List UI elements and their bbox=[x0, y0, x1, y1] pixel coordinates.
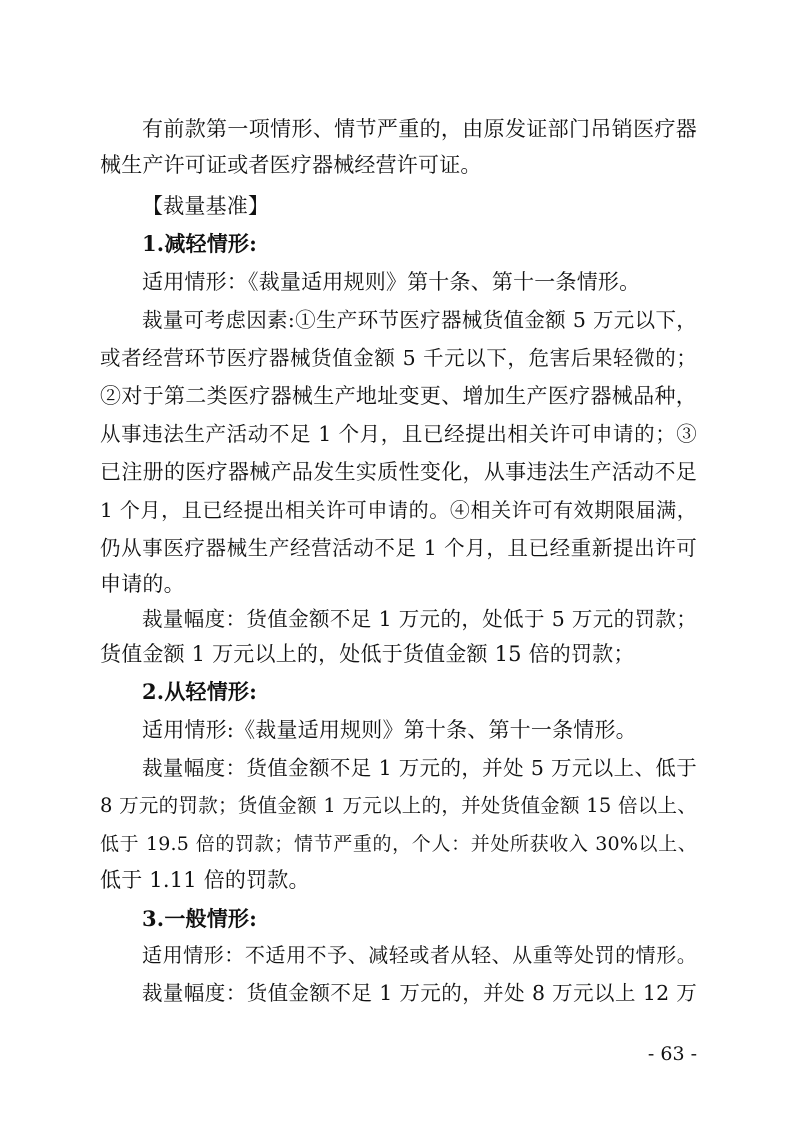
paragraph-line: 械生产许可证或者医疗器械经营许可证。 bbox=[100, 153, 482, 177]
paragraph-line: 或者经营环节医疗器械货值金额 5 千元以下，危害后果轻微的； bbox=[100, 346, 697, 370]
paragraph-line: 8 万元的罚款；货值金额 1 万元以上的，并处货值金额 15 倍以上、 bbox=[100, 794, 697, 817]
paragraph-line: ②对于第二类医疗器械生产地址变更、增加生产医疗器械品种， bbox=[100, 384, 697, 408]
paragraph-line: 裁量幅度：货值金额不足 1 万元的，并处 5 万元以上、低于 bbox=[142, 756, 697, 780]
paragraph-line: 裁量幅度：货值金额不足 1 万元的，并处 8 万元以上 12 万 bbox=[142, 981, 697, 1005]
paragraph-line: 低于 1.11 倍的罚款。 bbox=[100, 868, 310, 892]
subsection-heading: 1.减轻情形: bbox=[142, 231, 258, 256]
section-heading: 【裁量基准】 bbox=[142, 194, 270, 218]
paragraph-line: 货值金额 1 万元以上的，处低于货值金额 15 倍的罚款； bbox=[100, 642, 635, 666]
paragraph-line: 低于 19.5 倍的罚款；情节严重的，个人：并处所获收入 30%以上、 bbox=[100, 833, 697, 855]
paragraph-line: 从事违法生产活动不足 1 个月，且已经提出相关许可申请的；③ bbox=[100, 422, 697, 446]
subsection-heading: 3.一般情形: bbox=[142, 906, 258, 931]
paragraph-line: 有前款第一项情形、情节严重的，由原发证部门吊销医疗器 bbox=[142, 117, 697, 141]
paragraph-line: 裁量可考虑因素:①生产环节医疗器械货值金额 5 万元以下， bbox=[142, 308, 697, 332]
page-number: - 63 - bbox=[647, 1043, 697, 1065]
paragraph-line: 适用情形:《裁量适用规则》第十条、第十一条情形。 bbox=[142, 718, 637, 742]
paragraph-line: 已注册的医疗器械产品发生实质性变化，从事违法生产活动不足 bbox=[100, 460, 697, 484]
paragraph-line: 适用情形：《裁量适用规则》第十条、第十一条情形。 bbox=[142, 270, 641, 294]
paragraph-line: 适用情形：不适用不予、减轻或者从轻、从重等处罚的情形。 bbox=[142, 943, 697, 967]
paragraph-line: 仍从事医疗器械生产经营活动不足 1 个月，且已经重新提出许可 bbox=[100, 536, 697, 560]
paragraph-line: 裁量幅度：货值金额不足 1 万元的，处低于 5 万元的罚款； bbox=[142, 607, 697, 631]
paragraph-line: 申请的。 bbox=[100, 572, 185, 596]
subsection-heading: 2.从轻情形: bbox=[142, 679, 258, 704]
paragraph-line: 1 个月，且已经提出相关许可申请的。④相关许可有效期限届满， bbox=[100, 498, 697, 522]
